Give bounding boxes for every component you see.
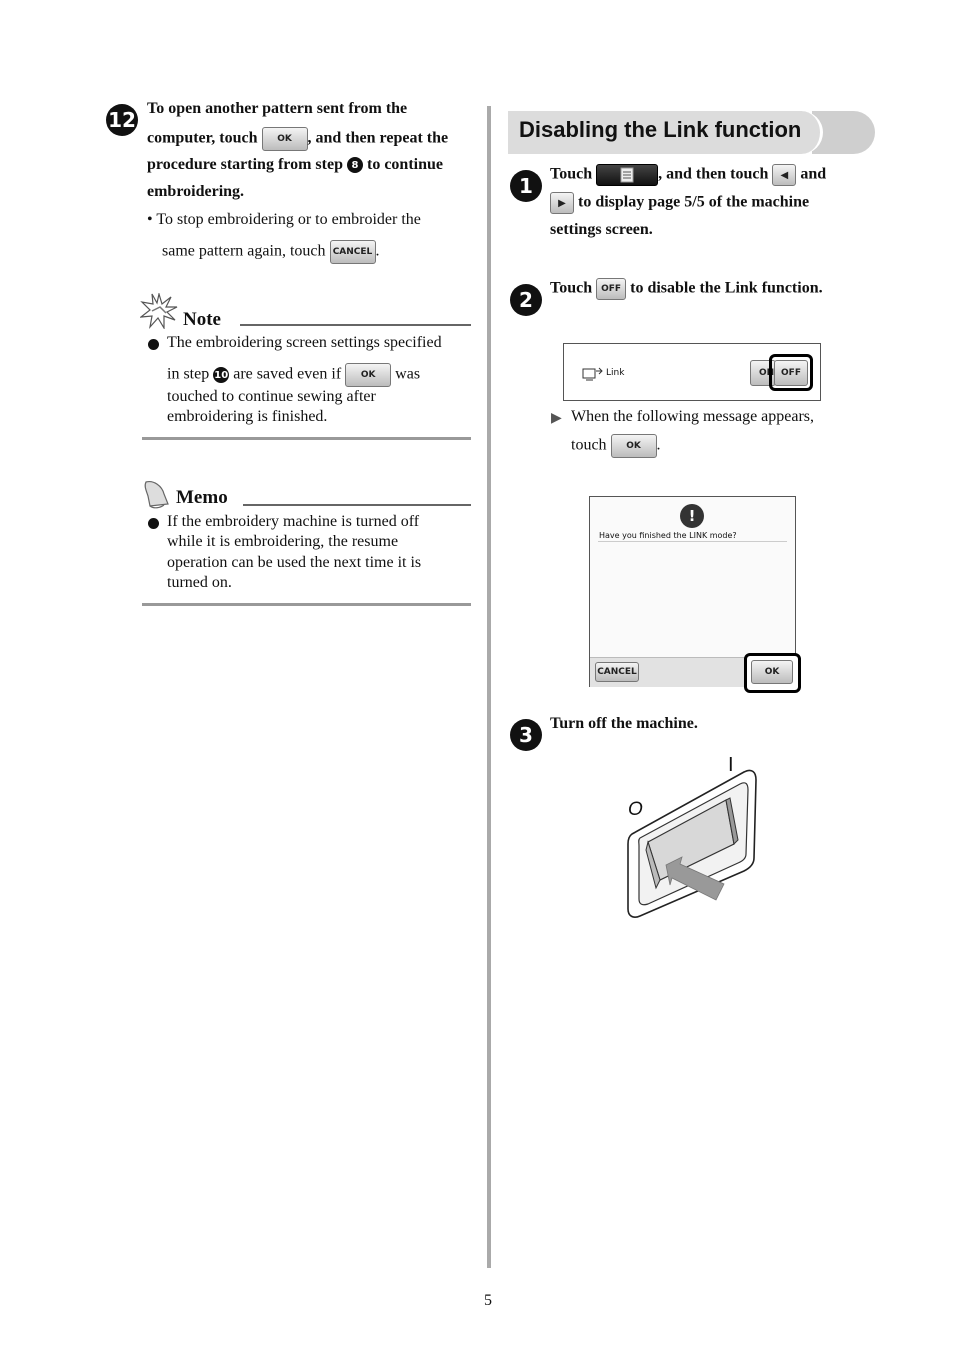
- memo-bullet: [148, 518, 159, 529]
- dialog-cancel-button[interactable]: CANCEL: [595, 662, 639, 682]
- cancel-button[interactable]: CANCEL: [330, 240, 376, 264]
- memo-bottom-rule: [142, 603, 471, 606]
- note-line2b: are saved even if: [233, 365, 342, 383]
- bullet-line2-text: same pattern again, touch: [162, 242, 326, 260]
- dialog-message-underline: [598, 541, 787, 542]
- power-switch-illustration: [620, 754, 770, 924]
- note-line1: The embroidering screen settings specified: [167, 334, 442, 351]
- step-12-line2a: computer, touch: [147, 129, 258, 147]
- note-line2c: was: [395, 365, 421, 383]
- step-2-line: [550, 278, 823, 300]
- note-line2: [167, 363, 420, 387]
- step-12-line2: [147, 127, 448, 151]
- result-arrow-icon: ▶: [551, 411, 562, 426]
- step-1-line2: [550, 192, 809, 214]
- link-setting-panel: [563, 343, 821, 401]
- triangle-right-icon: ▶: [558, 197, 566, 209]
- ok-button[interactable]: OK: [611, 434, 657, 458]
- note-bullet: [148, 339, 159, 350]
- step-1-number: 1: [510, 170, 542, 202]
- ok-button[interactable]: OK: [345, 363, 391, 387]
- note-heading: Note: [183, 309, 221, 330]
- step-12-line4: embroidering.: [147, 183, 245, 200]
- step-1-d: to display page 5/5 of the machine: [578, 193, 810, 211]
- memo-line1: If the embroidery machine is turned off: [167, 513, 420, 530]
- link-icon: [582, 366, 604, 382]
- next-page-button[interactable]: [550, 192, 574, 214]
- note-heading-rule: [240, 324, 471, 326]
- result-line2-text: touch: [571, 436, 607, 454]
- step-12-line2b: , and then repeat the: [307, 129, 449, 147]
- note-line4: embroidering is finished.: [167, 408, 328, 425]
- settings-list-icon: [620, 167, 634, 183]
- memo-heading: Memo: [176, 487, 228, 508]
- dialog-message: Have you finished the LINK mode?: [599, 531, 737, 540]
- link-label: Link: [606, 368, 625, 378]
- step-12-bullet-line2: [162, 240, 380, 264]
- step-12-line1: To open another pattern sent from the: [147, 100, 408, 117]
- step-1-line1: [550, 164, 826, 186]
- step-1-b: , and then touch: [658, 165, 769, 183]
- off-button[interactable]: OFF: [596, 278, 626, 300]
- period: .: [375, 242, 380, 260]
- step-2-a: Touch: [550, 279, 593, 297]
- section-title: Disabling the Link function: [519, 117, 802, 142]
- period: .: [656, 436, 661, 454]
- step-3-text: Turn off the machine.: [550, 715, 698, 732]
- switch-on-mark: I: [728, 754, 734, 776]
- note-burst-icon: [140, 293, 178, 329]
- prev-page-button[interactable]: [772, 164, 796, 186]
- note-line2a: in step: [167, 365, 210, 383]
- memo-heading-rule: [243, 504, 471, 506]
- page-number: 5: [484, 1292, 492, 1309]
- step-12-line3a: procedure starting from step: [147, 156, 343, 173]
- step-1-c: and: [800, 165, 827, 183]
- step-12-line3: [147, 156, 443, 174]
- dialog-ok-button[interactable]: OK: [751, 660, 793, 684]
- step-2-b: to disable the Link function.: [630, 279, 823, 297]
- column-divider: [487, 106, 491, 1268]
- memo-line4: turned on.: [167, 574, 232, 591]
- step-3-number: 3: [510, 719, 542, 751]
- note-line3: touched to continue sewing after: [167, 388, 376, 405]
- warning-icon: !: [680, 504, 704, 528]
- triangle-left-icon: ◀: [780, 169, 789, 181]
- step-1-a: Touch: [550, 165, 593, 183]
- step-8-ref-icon: 8: [347, 157, 363, 173]
- step-12-number: 12: [106, 104, 138, 136]
- result-line2: [571, 434, 661, 458]
- step-10-ref-icon: 10: [213, 367, 229, 383]
- off-button[interactable]: OFF: [774, 360, 808, 386]
- ok-button[interactable]: OK: [262, 127, 308, 151]
- memo-line2: while it is embroidering, the resume: [167, 533, 399, 550]
- result-line1: When the following message appears,: [571, 408, 815, 425]
- memo-bell-icon: [140, 478, 172, 510]
- step-2-number: 2: [510, 284, 542, 316]
- note-bottom-rule: [142, 437, 471, 440]
- step-1-e: settings screen.: [550, 221, 653, 238]
- switch-off-mark: O: [628, 799, 643, 820]
- memo-line3: operation can be used the next time it is: [167, 554, 422, 571]
- settings-button[interactable]: [596, 164, 658, 186]
- on-button[interactable]: ON: [750, 360, 776, 386]
- step-12-bullet-line1: • To stop embroidering or to embroider the: [147, 211, 421, 228]
- step-12-line3b: to continue: [366, 156, 443, 173]
